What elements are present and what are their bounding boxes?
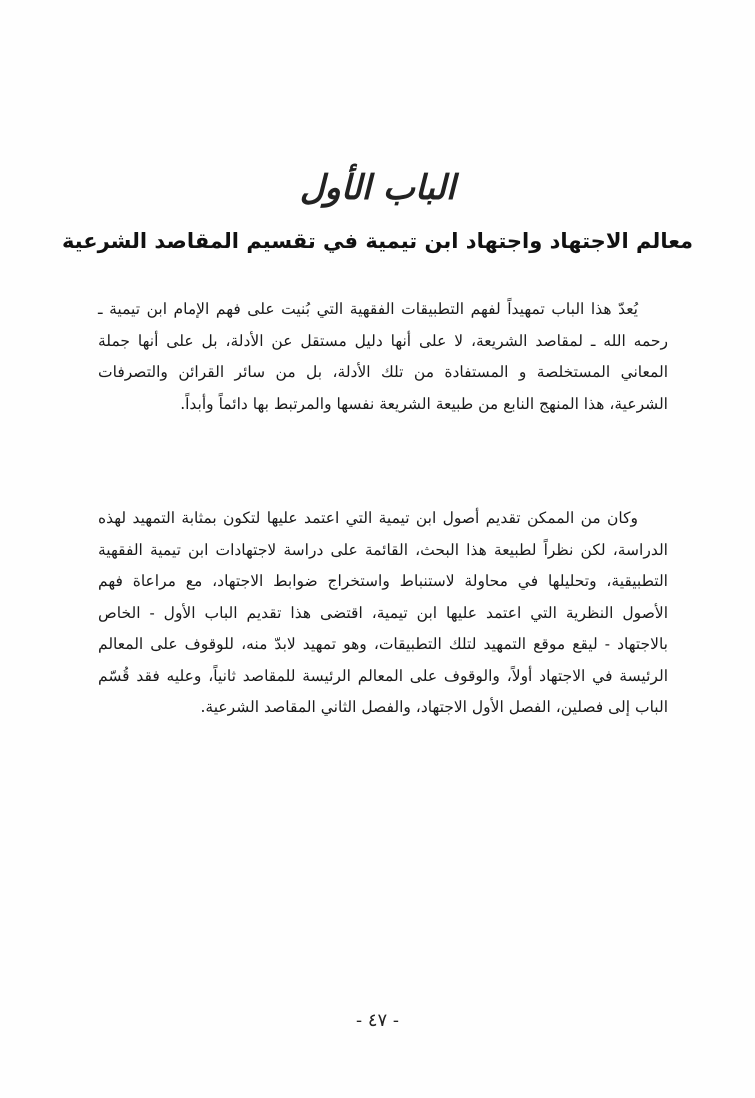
page-number: - ٤٧ - xyxy=(356,1010,399,1031)
paragraph-structure: وكان من الممكن تقديم أصول ابن تيمية التي اعتمد عليها لتكون بمثابة التمهيد لهذه الدراسة، لكن نظراً لطبيعة هذا البحث، القائمة على دراسة لاجتهادات ابن تيمية الفقهية التطبيقية، وتحليلها في محاولة لاستنباط واستخراج ضوابط الاجتهاد، مع مراعاة فهم الأصول النظرية التي اعتمد عليها ابن تيمية، اقتضى هذا تقديم الباب الأول - الخاص بالاجتهاد - ليقع موقع التمهيد لتلك التطبيقات، وهو تمهيد لابدّ منه، للوقوف على المعالم الرئيسة في الاجتهاد أولاً، والوقوف على المعالم الرئيسة للمقاصد ثانياً، وعليه فقد قُسّم الباب إلى فصلين، الفصل الأول الاجتهاد، والفصل الثاني المقاصد الشرعية. xyxy=(98,509,668,716)
paragraph-intro: يُعدّ هذا الباب تمهيداً لفهم التطبيقات الفقهية التي بُنيت على فهم الإمام ابن تيمية ـ رحمه الله ـ لمقاصد الشريعة، لا على أنها دليل مستقل عن الأدلة، بل على أنها جملة المعاني المستخلصة و المستفادة من تلك الأدلة، بل من سائر القرائن والتصرفات الشرعية، هذا المنهج النابع من طبيعة الشريعة نفسها والمرتبط بها دائماً وأبداً. xyxy=(98,300,668,413)
chapter-heading: الباب الأول xyxy=(299,168,456,208)
chapter-title: معالم الاجتهاد واجتهاد ابن تيمية في تقسيم المقاصد الشرعية xyxy=(61,229,694,253)
